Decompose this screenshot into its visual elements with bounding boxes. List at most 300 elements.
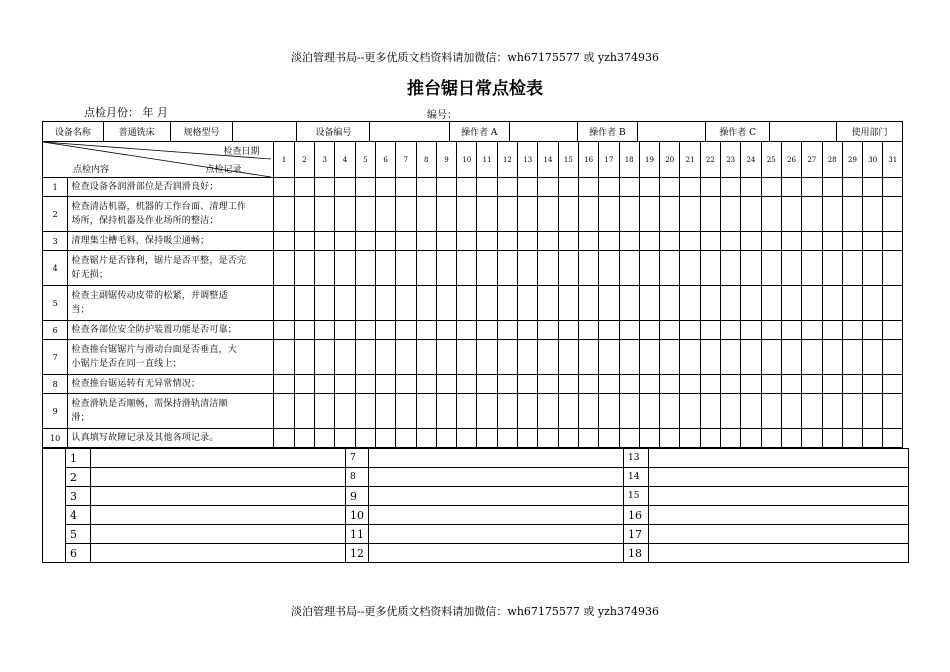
record-entry-cell[interactable] <box>91 506 346 525</box>
check-cell[interactable] <box>558 178 578 197</box>
check-cell[interactable] <box>761 251 781 286</box>
check-cell[interactable] <box>497 394 517 429</box>
check-cell[interactable] <box>842 394 862 429</box>
check-cell[interactable] <box>375 321 395 340</box>
check-cell[interactable] <box>802 340 822 375</box>
check-cell[interactable] <box>639 286 659 321</box>
equipment-number-value[interactable] <box>370 122 450 142</box>
check-cell[interactable] <box>294 286 314 321</box>
check-cell[interactable] <box>315 251 335 286</box>
check-cell[interactable] <box>294 394 314 429</box>
check-cell[interactable] <box>721 394 741 429</box>
check-cell[interactable] <box>416 251 436 286</box>
check-cell[interactable] <box>497 321 517 340</box>
check-cell[interactable] <box>355 232 375 251</box>
check-cell[interactable] <box>375 232 395 251</box>
check-cell[interactable] <box>335 394 355 429</box>
check-cell[interactable] <box>883 375 903 394</box>
check-cell[interactable] <box>680 340 700 375</box>
check-cell[interactable] <box>700 286 720 321</box>
check-cell[interactable] <box>538 394 558 429</box>
check-cell[interactable] <box>680 321 700 340</box>
check-cell[interactable] <box>274 178 294 197</box>
check-cell[interactable] <box>436 286 456 321</box>
check-cell[interactable] <box>741 375 761 394</box>
check-cell[interactable] <box>436 340 456 375</box>
record-entry-cell[interactable] <box>369 506 624 525</box>
check-cell[interactable] <box>477 394 497 429</box>
check-cell[interactable] <box>761 232 781 251</box>
check-cell[interactable] <box>781 232 801 251</box>
check-cell[interactable] <box>315 321 335 340</box>
operator-a-value[interactable] <box>509 122 577 142</box>
check-cell[interactable] <box>639 232 659 251</box>
check-cell[interactable] <box>274 340 294 375</box>
check-cell[interactable] <box>842 321 862 340</box>
check-cell[interactable] <box>863 340 883 375</box>
check-cell[interactable] <box>274 232 294 251</box>
check-cell[interactable] <box>802 429 822 448</box>
check-cell[interactable] <box>721 375 741 394</box>
check-cell[interactable] <box>761 340 781 375</box>
check-cell[interactable] <box>315 232 335 251</box>
check-cell[interactable] <box>315 197 335 232</box>
check-cell[interactable] <box>619 178 639 197</box>
check-cell[interactable] <box>863 394 883 429</box>
check-cell[interactable] <box>863 251 883 286</box>
check-cell[interactable] <box>294 197 314 232</box>
check-cell[interactable] <box>416 375 436 394</box>
check-cell[interactable] <box>375 375 395 394</box>
check-cell[interactable] <box>416 232 436 251</box>
check-cell[interactable] <box>457 232 477 251</box>
check-cell[interactable] <box>700 197 720 232</box>
check-cell[interactable] <box>294 251 314 286</box>
check-cell[interactable] <box>680 429 700 448</box>
check-cell[interactable] <box>294 232 314 251</box>
check-cell[interactable] <box>619 232 639 251</box>
check-cell[interactable] <box>741 286 761 321</box>
check-cell[interactable] <box>761 375 781 394</box>
check-cell[interactable] <box>619 286 639 321</box>
check-cell[interactable] <box>599 340 619 375</box>
check-cell[interactable] <box>396 232 416 251</box>
check-cell[interactable] <box>375 286 395 321</box>
check-cell[interactable] <box>761 286 781 321</box>
check-cell[interactable] <box>639 178 659 197</box>
check-cell[interactable] <box>619 394 639 429</box>
check-cell[interactable] <box>355 251 375 286</box>
check-cell[interactable] <box>477 232 497 251</box>
record-entry-cell[interactable] <box>369 449 624 468</box>
check-cell[interactable] <box>457 251 477 286</box>
record-entry-cell[interactable] <box>91 544 346 563</box>
check-cell[interactable] <box>416 340 436 375</box>
check-cell[interactable] <box>883 340 903 375</box>
check-cell[interactable] <box>781 251 801 286</box>
check-cell[interactable] <box>599 251 619 286</box>
check-cell[interactable] <box>619 197 639 232</box>
record-entry-cell[interactable] <box>91 468 346 487</box>
check-cell[interactable] <box>883 197 903 232</box>
check-cell[interactable] <box>822 286 842 321</box>
check-cell[interactable] <box>781 394 801 429</box>
operator-c-value[interactable] <box>770 122 837 142</box>
check-cell[interactable] <box>842 251 862 286</box>
check-cell[interactable] <box>660 251 680 286</box>
check-cell[interactable] <box>538 375 558 394</box>
check-cell[interactable] <box>518 232 538 251</box>
check-cell[interactable] <box>802 321 822 340</box>
check-cell[interactable] <box>822 375 842 394</box>
check-cell[interactable] <box>802 394 822 429</box>
record-entry-cell[interactable] <box>649 468 909 487</box>
check-cell[interactable] <box>477 321 497 340</box>
check-cell[interactable] <box>558 375 578 394</box>
record-entry-cell[interactable] <box>369 544 624 563</box>
check-cell[interactable] <box>721 429 741 448</box>
check-cell[interactable] <box>375 197 395 232</box>
check-cell[interactable] <box>863 178 883 197</box>
check-cell[interactable] <box>660 178 680 197</box>
check-cell[interactable] <box>680 251 700 286</box>
check-cell[interactable] <box>436 375 456 394</box>
check-cell[interactable] <box>761 197 781 232</box>
check-cell[interactable] <box>375 251 395 286</box>
check-cell[interactable] <box>538 232 558 251</box>
check-cell[interactable] <box>660 321 680 340</box>
check-cell[interactable] <box>700 394 720 429</box>
record-entry-cell[interactable] <box>91 525 346 544</box>
check-cell[interactable] <box>518 429 538 448</box>
check-cell[interactable] <box>741 251 761 286</box>
check-cell[interactable] <box>274 429 294 448</box>
check-cell[interactable] <box>660 286 680 321</box>
check-cell[interactable] <box>680 232 700 251</box>
check-cell[interactable] <box>518 375 538 394</box>
check-cell[interactable] <box>842 232 862 251</box>
check-cell[interactable] <box>721 321 741 340</box>
check-cell[interactable] <box>274 197 294 232</box>
check-cell[interactable] <box>518 197 538 232</box>
check-cell[interactable] <box>680 394 700 429</box>
check-cell[interactable] <box>721 340 741 375</box>
check-cell[interactable] <box>822 340 842 375</box>
check-cell[interactable] <box>518 340 538 375</box>
check-cell[interactable] <box>335 178 355 197</box>
check-cell[interactable] <box>274 321 294 340</box>
check-cell[interactable] <box>822 178 842 197</box>
check-cell[interactable] <box>416 429 436 448</box>
check-cell[interactable] <box>599 286 619 321</box>
check-cell[interactable] <box>842 340 862 375</box>
check-cell[interactable] <box>335 286 355 321</box>
check-cell[interactable] <box>477 197 497 232</box>
record-entry-cell[interactable] <box>649 487 909 506</box>
check-cell[interactable] <box>680 178 700 197</box>
check-cell[interactable] <box>761 429 781 448</box>
check-cell[interactable] <box>497 251 517 286</box>
check-cell[interactable] <box>315 178 335 197</box>
check-cell[interactable] <box>578 197 598 232</box>
check-cell[interactable] <box>538 286 558 321</box>
check-cell[interactable] <box>822 232 842 251</box>
check-cell[interactable] <box>781 197 801 232</box>
check-cell[interactable] <box>619 375 639 394</box>
check-cell[interactable] <box>619 429 639 448</box>
check-cell[interactable] <box>294 178 314 197</box>
check-cell[interactable] <box>457 321 477 340</box>
check-cell[interactable] <box>457 197 477 232</box>
check-cell[interactable] <box>375 394 395 429</box>
check-cell[interactable] <box>497 232 517 251</box>
check-cell[interactable] <box>558 232 578 251</box>
check-cell[interactable] <box>883 232 903 251</box>
check-cell[interactable] <box>660 232 680 251</box>
check-cell[interactable] <box>355 375 375 394</box>
check-cell[interactable] <box>355 178 375 197</box>
check-cell[interactable] <box>822 321 842 340</box>
check-cell[interactable] <box>741 197 761 232</box>
check-cell[interactable] <box>700 232 720 251</box>
check-cell[interactable] <box>518 178 538 197</box>
check-cell[interactable] <box>416 197 436 232</box>
check-cell[interactable] <box>619 340 639 375</box>
check-cell[interactable] <box>477 375 497 394</box>
check-cell[interactable] <box>315 340 335 375</box>
check-cell[interactable] <box>578 340 598 375</box>
check-cell[interactable] <box>497 340 517 375</box>
check-cell[interactable] <box>842 429 862 448</box>
check-cell[interactable] <box>721 286 741 321</box>
check-cell[interactable] <box>599 232 619 251</box>
check-cell[interactable] <box>842 286 862 321</box>
check-cell[interactable] <box>274 251 294 286</box>
check-cell[interactable] <box>619 321 639 340</box>
check-cell[interactable] <box>578 375 598 394</box>
check-cell[interactable] <box>802 178 822 197</box>
check-cell[interactable] <box>436 197 456 232</box>
check-cell[interactable] <box>781 340 801 375</box>
check-cell[interactable] <box>822 251 842 286</box>
check-cell[interactable] <box>802 286 822 321</box>
check-cell[interactable] <box>538 197 558 232</box>
check-cell[interactable] <box>335 321 355 340</box>
check-cell[interactable] <box>700 340 720 375</box>
check-cell[interactable] <box>883 251 903 286</box>
check-cell[interactable] <box>578 394 598 429</box>
check-cell[interactable] <box>721 251 741 286</box>
check-cell[interactable] <box>335 232 355 251</box>
check-cell[interactable] <box>497 429 517 448</box>
check-cell[interactable] <box>863 375 883 394</box>
check-cell[interactable] <box>396 375 416 394</box>
check-cell[interactable] <box>741 429 761 448</box>
record-entry-cell[interactable] <box>649 506 909 525</box>
check-cell[interactable] <box>335 375 355 394</box>
check-cell[interactable] <box>842 178 862 197</box>
check-cell[interactable] <box>457 286 477 321</box>
check-cell[interactable] <box>599 394 619 429</box>
check-cell[interactable] <box>396 197 416 232</box>
check-cell[interactable] <box>680 375 700 394</box>
check-cell[interactable] <box>315 286 335 321</box>
check-cell[interactable] <box>741 321 761 340</box>
check-cell[interactable] <box>274 375 294 394</box>
check-cell[interactable] <box>578 429 598 448</box>
check-cell[interactable] <box>416 321 436 340</box>
operator-b-value[interactable] <box>638 122 706 142</box>
check-cell[interactable] <box>497 178 517 197</box>
check-cell[interactable] <box>375 178 395 197</box>
check-cell[interactable] <box>578 251 598 286</box>
check-cell[interactable] <box>761 394 781 429</box>
record-entry-cell[interactable] <box>649 449 909 468</box>
check-cell[interactable] <box>355 197 375 232</box>
check-cell[interactable] <box>518 394 538 429</box>
check-cell[interactable] <box>274 286 294 321</box>
check-cell[interactable] <box>619 251 639 286</box>
check-cell[interactable] <box>781 375 801 394</box>
check-cell[interactable] <box>335 197 355 232</box>
check-cell[interactable] <box>558 197 578 232</box>
check-cell[interactable] <box>315 375 335 394</box>
check-cell[interactable] <box>355 394 375 429</box>
check-cell[interactable] <box>457 178 477 197</box>
check-cell[interactable] <box>457 340 477 375</box>
check-cell[interactable] <box>558 429 578 448</box>
check-cell[interactable] <box>863 197 883 232</box>
check-cell[interactable] <box>558 321 578 340</box>
check-cell[interactable] <box>477 429 497 448</box>
check-cell[interactable] <box>315 429 335 448</box>
check-cell[interactable] <box>436 394 456 429</box>
check-cell[interactable] <box>335 251 355 286</box>
check-cell[interactable] <box>660 394 680 429</box>
check-cell[interactable] <box>396 429 416 448</box>
check-cell[interactable] <box>558 251 578 286</box>
check-cell[interactable] <box>355 321 375 340</box>
check-cell[interactable] <box>457 375 477 394</box>
check-cell[interactable] <box>639 197 659 232</box>
check-cell[interactable] <box>842 375 862 394</box>
check-cell[interactable] <box>538 321 558 340</box>
check-cell[interactable] <box>639 321 659 340</box>
check-cell[interactable] <box>639 394 659 429</box>
check-cell[interactable] <box>436 251 456 286</box>
check-cell[interactable] <box>741 340 761 375</box>
check-cell[interactable] <box>518 321 538 340</box>
check-cell[interactable] <box>538 178 558 197</box>
check-cell[interactable] <box>497 375 517 394</box>
check-cell[interactable] <box>802 232 822 251</box>
check-cell[interactable] <box>680 286 700 321</box>
check-cell[interactable] <box>436 178 456 197</box>
check-cell[interactable] <box>781 321 801 340</box>
check-cell[interactable] <box>639 429 659 448</box>
check-cell[interactable] <box>518 251 538 286</box>
check-cell[interactable] <box>578 286 598 321</box>
check-cell[interactable] <box>355 286 375 321</box>
check-cell[interactable] <box>680 197 700 232</box>
check-cell[interactable] <box>863 321 883 340</box>
check-cell[interactable] <box>578 178 598 197</box>
check-cell[interactable] <box>477 340 497 375</box>
model-value[interactable] <box>233 122 297 142</box>
check-cell[interactable] <box>457 429 477 448</box>
check-cell[interactable] <box>660 429 680 448</box>
check-cell[interactable] <box>741 232 761 251</box>
check-cell[interactable] <box>538 429 558 448</box>
check-cell[interactable] <box>396 321 416 340</box>
check-cell[interactable] <box>741 394 761 429</box>
check-cell[interactable] <box>639 340 659 375</box>
check-cell[interactable] <box>436 232 456 251</box>
check-cell[interactable] <box>599 321 619 340</box>
check-cell[interactable] <box>558 286 578 321</box>
check-cell[interactable] <box>315 394 335 429</box>
check-cell[interactable] <box>660 340 680 375</box>
record-entry-cell[interactable] <box>91 449 346 468</box>
check-cell[interactable] <box>883 321 903 340</box>
check-cell[interactable] <box>599 197 619 232</box>
check-cell[interactable] <box>639 375 659 394</box>
check-cell[interactable] <box>883 286 903 321</box>
check-cell[interactable] <box>396 178 416 197</box>
check-cell[interactable] <box>294 340 314 375</box>
check-cell[interactable] <box>721 197 741 232</box>
check-cell[interactable] <box>518 286 538 321</box>
check-cell[interactable] <box>781 429 801 448</box>
check-cell[interactable] <box>497 197 517 232</box>
check-cell[interactable] <box>477 286 497 321</box>
check-cell[interactable] <box>436 321 456 340</box>
check-cell[interactable] <box>863 429 883 448</box>
check-cell[interactable] <box>375 340 395 375</box>
check-cell[interactable] <box>781 286 801 321</box>
check-cell[interactable] <box>822 394 842 429</box>
check-cell[interactable] <box>416 394 436 429</box>
check-cell[interactable] <box>721 232 741 251</box>
check-cell[interactable] <box>355 340 375 375</box>
check-cell[interactable] <box>660 197 680 232</box>
check-cell[interactable] <box>436 429 456 448</box>
check-cell[interactable] <box>599 375 619 394</box>
check-cell[interactable] <box>842 197 862 232</box>
check-cell[interactable] <box>396 251 416 286</box>
check-cell[interactable] <box>457 394 477 429</box>
check-cell[interactable] <box>741 178 761 197</box>
check-cell[interactable] <box>863 232 883 251</box>
check-cell[interactable] <box>883 178 903 197</box>
check-cell[interactable] <box>761 321 781 340</box>
check-cell[interactable] <box>802 197 822 232</box>
check-cell[interactable] <box>700 321 720 340</box>
check-cell[interactable] <box>294 321 314 340</box>
check-cell[interactable] <box>721 178 741 197</box>
check-cell[interactable] <box>477 251 497 286</box>
check-cell[interactable] <box>700 178 720 197</box>
check-cell[interactable] <box>578 321 598 340</box>
check-cell[interactable] <box>477 178 497 197</box>
check-cell[interactable] <box>396 340 416 375</box>
record-entry-cell[interactable] <box>649 525 909 544</box>
check-cell[interactable] <box>497 286 517 321</box>
check-cell[interactable] <box>822 429 842 448</box>
check-cell[interactable] <box>639 251 659 286</box>
check-cell[interactable] <box>781 178 801 197</box>
check-cell[interactable] <box>578 232 598 251</box>
